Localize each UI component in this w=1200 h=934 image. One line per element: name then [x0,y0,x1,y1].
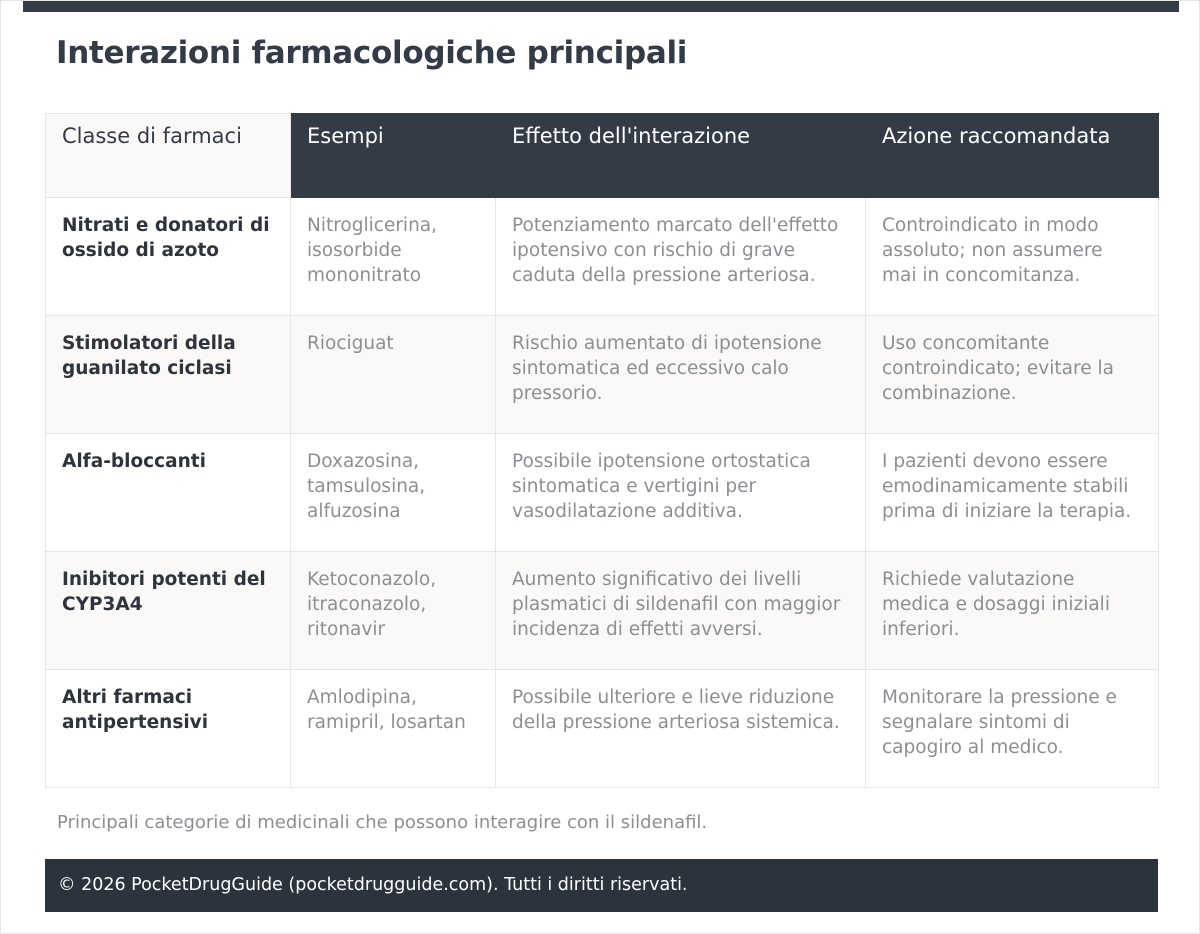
cell-class: Altri farmaci antipertensivi [46,670,291,788]
cell-examples: Nitroglicerina, isosorbide mononitrato [291,198,496,316]
page-title: Interazioni farmacologiche principali [56,35,688,71]
cell-effect: Possibile ipotensione ortostatica sintomatica e vertigini per vasodilatazione additiva. [496,434,866,552]
table-row [46,316,1159,434]
cell-action: I pazienti devono essere emodinamicamente stabili prima di iniziare la terapia. [866,434,1159,552]
footer-copyright: © 2026 PocketDrugGuide (pocketdrugguide.com). Tutti i diritti riservati. [45,859,1158,912]
cell-class: Inibitori potenti del CYP3A4 [46,552,291,670]
cell-class: Nitrati e donatori di ossido di azoto [46,198,291,316]
cell-effect: Potenziamento marcato dell'effetto ipotensivo con rischio di grave caduta della pressione arteriosa. [496,198,866,316]
header-effect: Effetto dell'interazione [496,114,866,198]
table-caption: Principali categorie di medicinali che possono interagire con il sildenafil. [57,812,708,833]
cell-action: Uso concomitante controindicato; evitare la combinazione. [866,316,1159,434]
cell-action: Monitorare la pressione e segnalare sintomi di capogiro al medico. [866,670,1159,788]
cell-action: Controindicato in modo assoluto; non assumere mai in concomitanza. [866,198,1159,316]
cell-effect: Rischio aumentato di ipotensione sintomatica ed eccessivo calo pressorio. [496,316,866,434]
table-header-row [46,114,1159,198]
cell-examples: Ketoconazolo, itraconazolo, ritonavir [291,552,496,670]
interactions-table [45,113,1159,788]
cell-action: Richiede valutazione medica e dosaggi iniziali inferiori. [866,552,1159,670]
cell-effect: Possibile ulteriore e lieve riduzione della pressione arteriosa sistemica. [496,670,866,788]
cell-class: Alfa-bloccanti [46,434,291,552]
header-examples: Esempi [291,114,496,198]
cell-examples: Amlodipina, ramipril, losartan [291,670,496,788]
top-accent-bar [23,1,1179,12]
cell-class: Stimolatori della guanilato ciclasi [46,316,291,434]
table-row [46,434,1159,552]
table-row [46,552,1159,670]
cell-examples: Doxazosina, tamsulosina, alfuzosina [291,434,496,552]
cell-effect: Aumento significativo dei livelli plasmatici di sildenafil con maggior incidenza di effetti avversi. [496,552,866,670]
cell-examples: Riociguat [291,316,496,434]
header-class: Classe di farmaci [46,114,291,198]
header-action: Azione raccomandata [866,114,1159,198]
table-row [46,670,1159,788]
table-row [46,198,1159,316]
